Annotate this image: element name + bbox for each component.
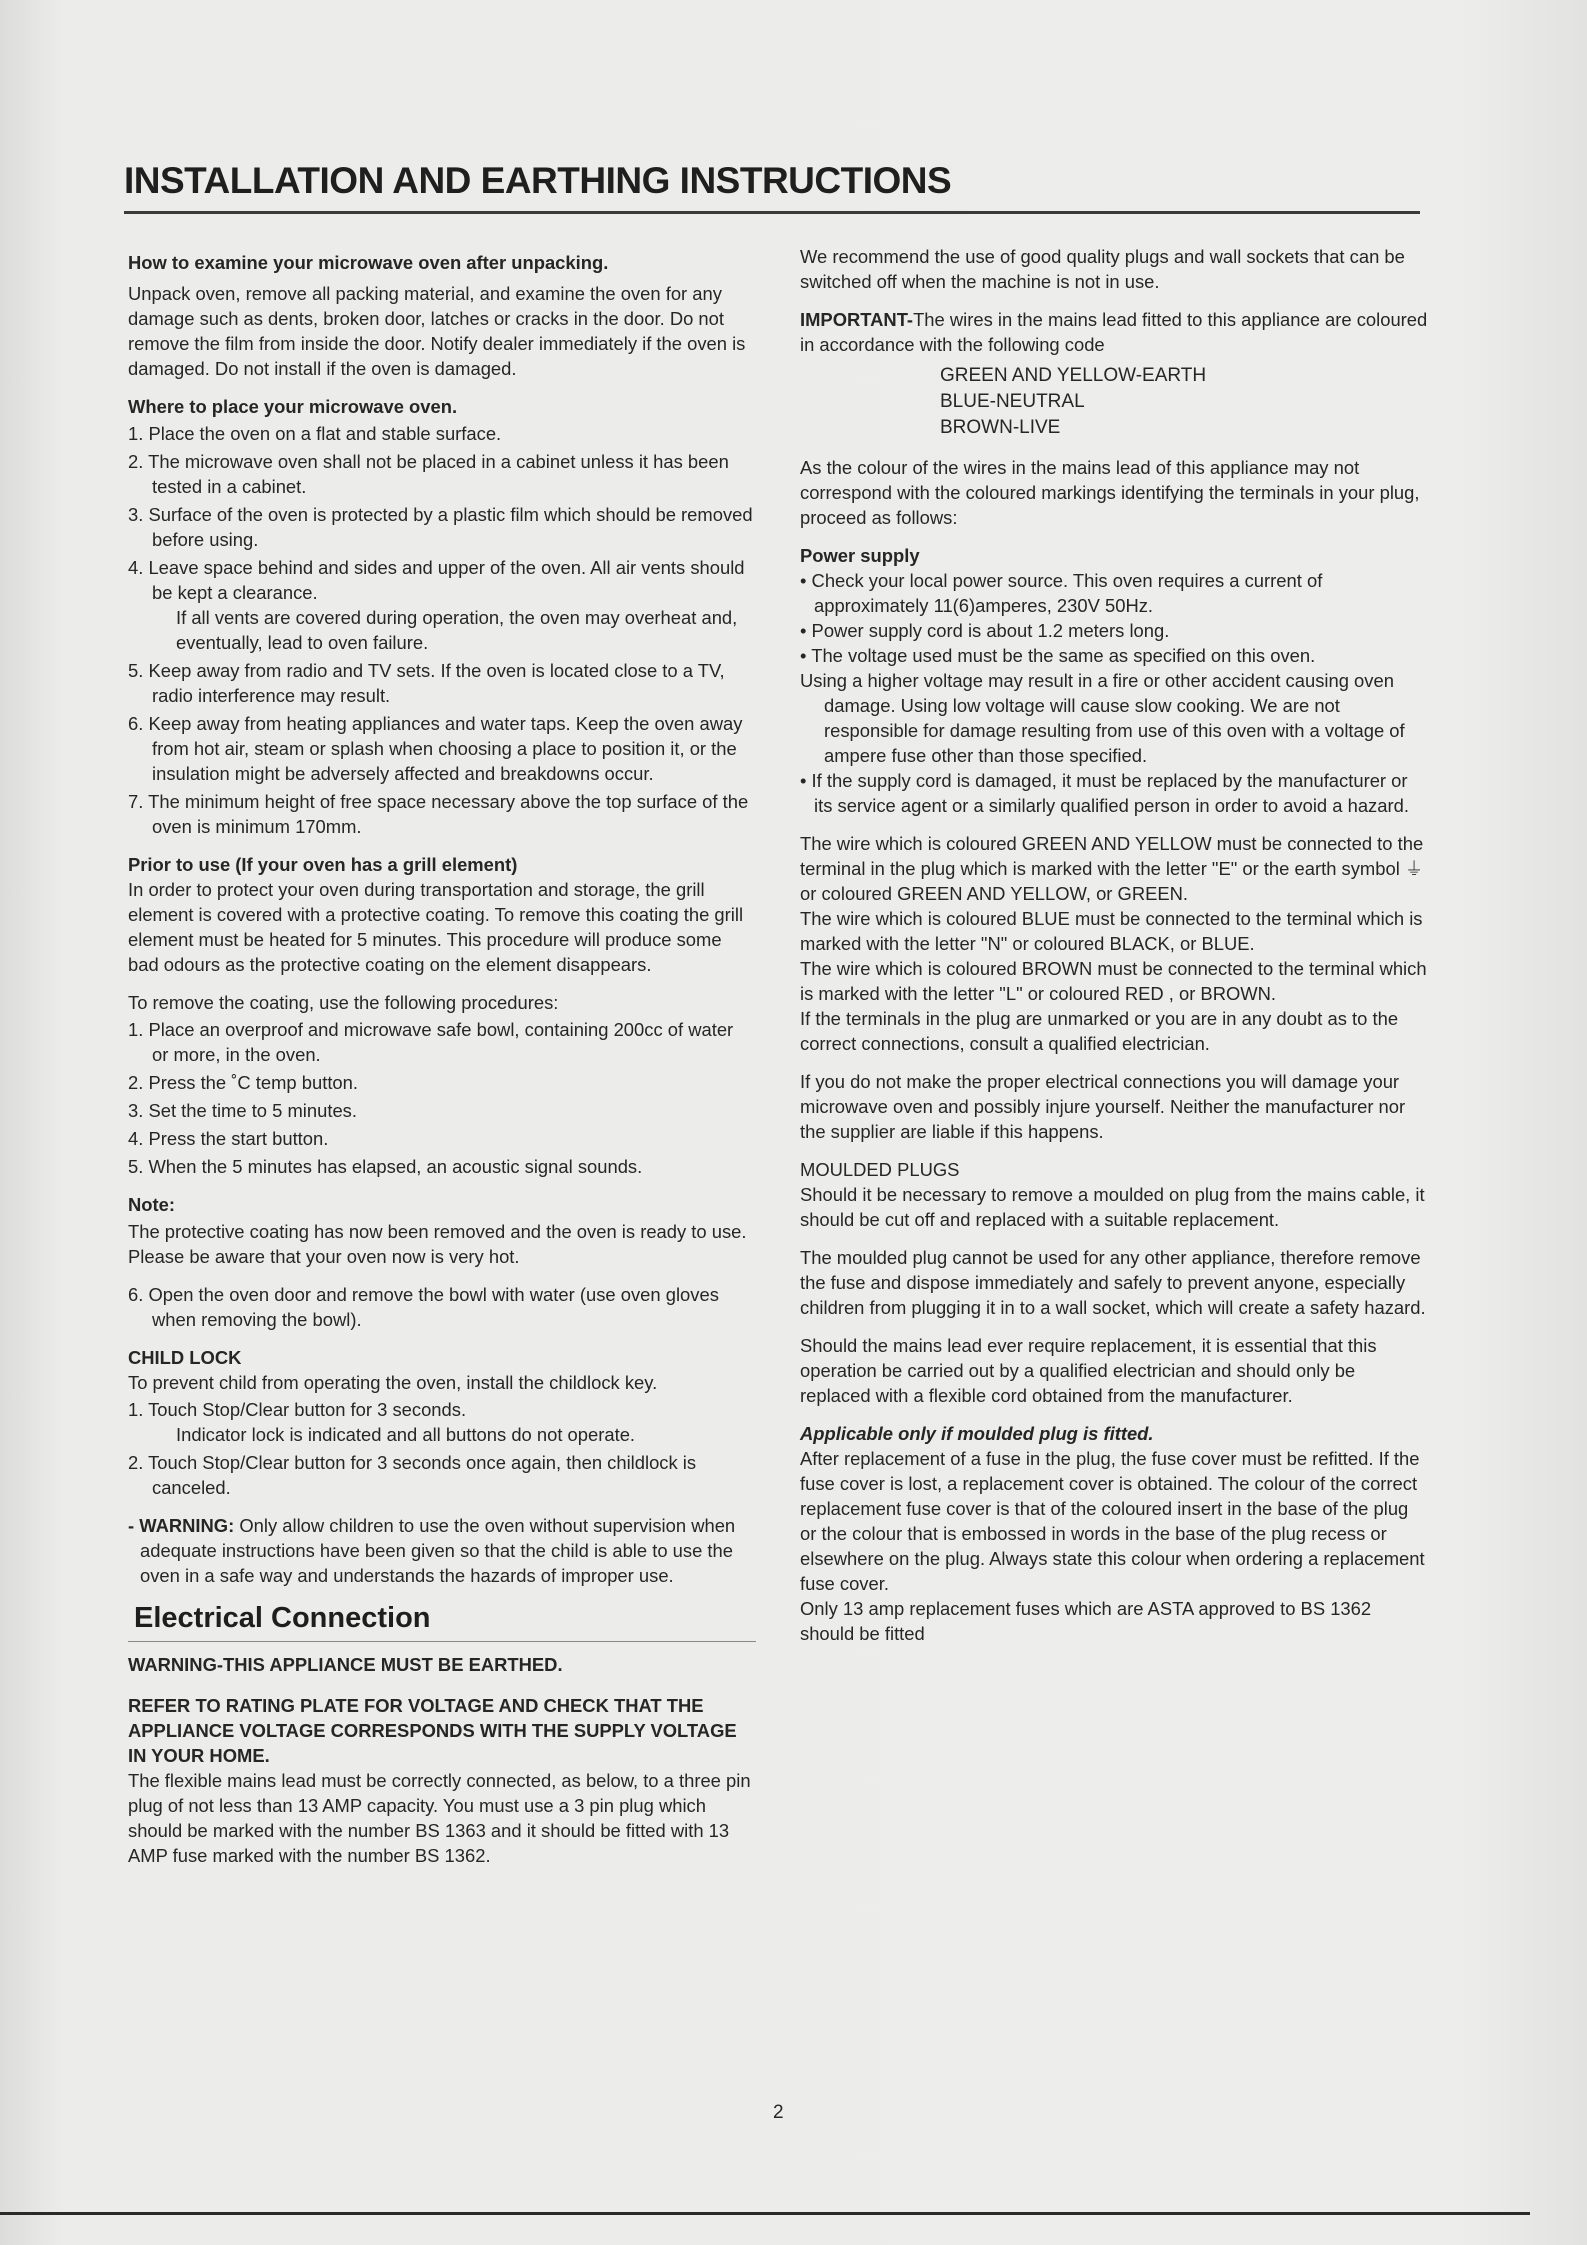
list-item <box>128 555 754 655</box>
warning-label: - WARNING: <box>128 1515 235 1536</box>
list-item: 2. The microwave oven shall not be placed in a cabinet unless it has been tested in a cabinet. <box>128 451 729 497</box>
power-list <box>800 568 1428 668</box>
electrical-rule <box>128 1641 756 1642</box>
mains-replace-text: Should the mains lead ever require replacement, it is essential that this operation be carried out by a qualified electrician and should only be replaced with a flexible cord obtained from the manufacturer. <box>800 1335 1377 1406</box>
list-item: 6. Open the oven door and remove the bowl with water (use oven gloves when removing the bowl). <box>128 1284 719 1330</box>
list-item: 1. Place an overproof and microwave safe bowl, containing 200cc of water or more, in the oven. <box>128 1019 734 1065</box>
flex-text: The flexible mains lead must be correctly connected, as below, to a three pin plug of not less than 13 AMP capacity. You must use a 3 pin plug which should be marked with the number BS 1363 and it should be fitted with 13 AMP fuse marked with the number BS 1362. <box>128 1770 751 1866</box>
list-item: 3. Set the time to 5 minutes. <box>128 1100 357 1121</box>
list-item-extra: Indicator lock is indicated and all buttons do not operate. <box>176 1424 636 1445</box>
earthed-warning: WARNING-THIS APPLIANCE MUST BE EARTHED. <box>128 1654 563 1675</box>
childlock-list <box>128 1397 754 1500</box>
list-item: • Power supply cord is about 1.2 meters long. <box>800 620 1170 641</box>
bottom-rule <box>0 2212 1530 2215</box>
moulded-heading: MOULDED PLUGS <box>800 1159 960 1180</box>
list-item <box>128 1397 754 1447</box>
list-item: 6. Keep away from heating appliances and water taps. Keep the oven away from hot air, steam or splash when choosing a place to position it, or the insulation might be adversely affected and breakdowns occur. <box>128 713 743 784</box>
warning-text: Only allow children to use the oven without supervision when adequate instructions have been given so that the child is able to use the oven in a safe way and understands the hazards of improper use. <box>140 1515 736 1586</box>
list-item: 7. The minimum height of free space necessary above the top surface of the oven is minimum 170mm. <box>128 791 749 837</box>
place-heading: Where to place your microwave oven. <box>128 396 458 417</box>
unmarked-text: If the terminals in the plug are unmarked or you are in any doubt as to the correct connections, consult a qualified electrician. <box>800 1008 1399 1054</box>
wire-green-text: The wire which is coloured GREEN AND YELLOW must be connected to the terminal in the plug which is marked with the letter "E" or the earth symbol ⏚ or coloured GREEN AND YELLOW, or GREEN. <box>800 833 1424 904</box>
higher-voltage-text: Using a higher voltage may result in a fire or other accident causing oven damage. Using low voltage will cause slow cooking. We are not responsible for damage resulting from use of this oven with a voltage of ampere fuse other than those specified. <box>800 670 1405 766</box>
list-item-text: 1. Touch Stop/Clear button for 3 seconds. <box>128 1399 467 1420</box>
list-item: 5. Keep away from radio and TV sets. If the oven is located close to a TV, radio interference may result. <box>128 660 725 706</box>
page-number: 2 <box>773 2102 784 2123</box>
note-text: The protective coating has now been removed and the oven is ready to use. Please be aware that your oven now is very hot. <box>128 1221 747 1267</box>
moulded-cannot-text: The moulded plug cannot be used for any other appliance, therefore remove the fuse and dispose immediately and safely to prevent anyone, especially children from plugging it in to a wall socket, which will create a safety hazard. <box>800 1247 1426 1318</box>
note-list <box>128 1282 754 1332</box>
wire-blue-text: The wire which is coloured BLUE must be connected to the terminal which is marked with the letter "N" or coloured BLACK, or BLUE. <box>800 908 1423 954</box>
warning-paragraph <box>128 1513 754 1588</box>
list-item: 2. Press the ˚C temp button. <box>128 1072 358 1093</box>
wire-codes <box>940 363 1428 441</box>
list-item: • The voltage used must be the same as specified on this oven. <box>800 645 1316 666</box>
childlock-heading: CHILD LOCK <box>128 1347 242 1368</box>
right-column <box>800 244 1428 1659</box>
childlock-intro: To prevent child from operating the oven, install the childlock key. <box>128 1372 658 1393</box>
electrical-heading: Electrical Connection <box>134 1602 431 1634</box>
title-rule <box>124 211 1420 214</box>
list-item: • Check your local power source. This oven requires a current of approximately 11(6)amperes, 230V 50Hz. <box>800 570 1323 616</box>
wire-code-live: BROWN-LIVE <box>940 417 1061 438</box>
wire-brown-text: The wire which is coloured BROWN must be connected to the terminal which is marked with the letter "L" or coloured RED , or BROWN. <box>800 958 1427 1004</box>
wire-code-neutral: BLUE-NEUTRAL <box>940 391 1085 412</box>
moulded-text: Should it be necessary to remove a moulded on plug from the mains cable, it should be cut off and replaced with a suitable replacement. <box>800 1184 1425 1230</box>
list-item: 2. Touch Stop/Clear button for 3 seconds once again, then childlock is canceled. <box>128 1452 697 1498</box>
grill-text: In order to protect your oven during transportation and storage, the grill element is covered with a protective coating. To remove this coating the grill element must be heated for 5 minutes. This procedure will produce some bad odours as the protective coating on the element disappears. <box>128 879 744 975</box>
asta-text: Only 13 amp replacement fuses which are ASTA approved to BS 1362 should be fitted <box>800 1598 1372 1644</box>
list-item: 5. When the 5 minutes has elapsed, an acoustic signal sounds. <box>128 1156 643 1177</box>
important-text: The wires in the mains lead fitted to this appliance are coloured in accordance with the following code <box>800 309 1428 355</box>
rating-plate-notice: REFER TO RATING PLATE FOR VOLTAGE AND CHECK THAT THE APPLIANCE VOLTAGE CORRESPONDS WITH THE SUPPLY VOLTAGE IN YOUR HOME. <box>128 1695 737 1766</box>
list-item: 1. Place the oven on a flat and stable surface. <box>128 423 502 444</box>
list-item: 4. Press the start button. <box>128 1128 329 1149</box>
place-list <box>128 421 754 839</box>
colour-text: As the colour of the wires in the mains lead of this appliance may not correspond with the coloured markings identifying the terminals in your plug, proceed as follows: <box>800 457 1420 528</box>
remove-intro: To remove the coating, use the following procedures: <box>128 992 559 1013</box>
power-heading: Power supply <box>800 545 920 566</box>
important-paragraph <box>800 307 1428 357</box>
grill-heading: Prior to use (If your oven has a grill element) <box>128 854 518 875</box>
examine-heading: How to examine your microwave oven after unpacking. <box>128 252 609 273</box>
wire-code-earth: GREEN AND YELLOW-EARTH <box>940 365 1207 386</box>
applicable-heading: Applicable only if moulded plug is fitted. <box>800 1423 1154 1444</box>
list-item-text: 4. Leave space behind and sides and upper of the oven. All air vents should be kept a clearance. <box>128 557 745 603</box>
remove-list <box>128 1017 754 1179</box>
important-label: IMPORTANT- <box>800 309 914 330</box>
applicable-text: After replacement of a fuse in the plug, the fuse cover must be refitted. If the fuse cover is lost, a replacement cover is obtained. The colour of the correct replacement fuse cover is that of the coloured insert in the base of the plug or the colour that is embossed in words in the base of the plug recess or elsewhere on the plug. Always state this colour when ordering a replacement fuse cover. <box>800 1448 1425 1594</box>
improper-text: If you do not make the proper electrical connections you will damage your microwave oven and possibly injure yourself. Neither the manufacturer nor the supplier are liable if this happens. <box>800 1071 1406 1142</box>
note-heading: Note: <box>128 1194 175 1215</box>
recommend-text: We recommend the use of good quality plugs and wall sockets that can be switched off when the machine is not in use. <box>800 246 1405 292</box>
left-column <box>128 250 754 1881</box>
list-item: 3. Surface of the oven is protected by a plastic film which should be removed before using. <box>128 504 753 550</box>
list-item-extra: If all vents are covered during operation, the oven may overheat and, eventually, lead to oven failure. <box>176 607 738 653</box>
page-title: INSTALLATION AND EARTHING INSTRUCTIONS <box>124 160 952 201</box>
damaged-cord-text: • If the supply cord is damaged, it must be replaced by the manufacturer or its service agent or a similarly qualified person in order to avoid a hazard. <box>800 770 1409 816</box>
examine-text: Unpack oven, remove all packing material, and examine the oven for any damage such as dents, broken door, latches or cracks in the door. Do not remove the film from inside the door. Notify dealer immediately if the oven is damaged. Do not install if the oven is damaged. <box>128 283 746 379</box>
